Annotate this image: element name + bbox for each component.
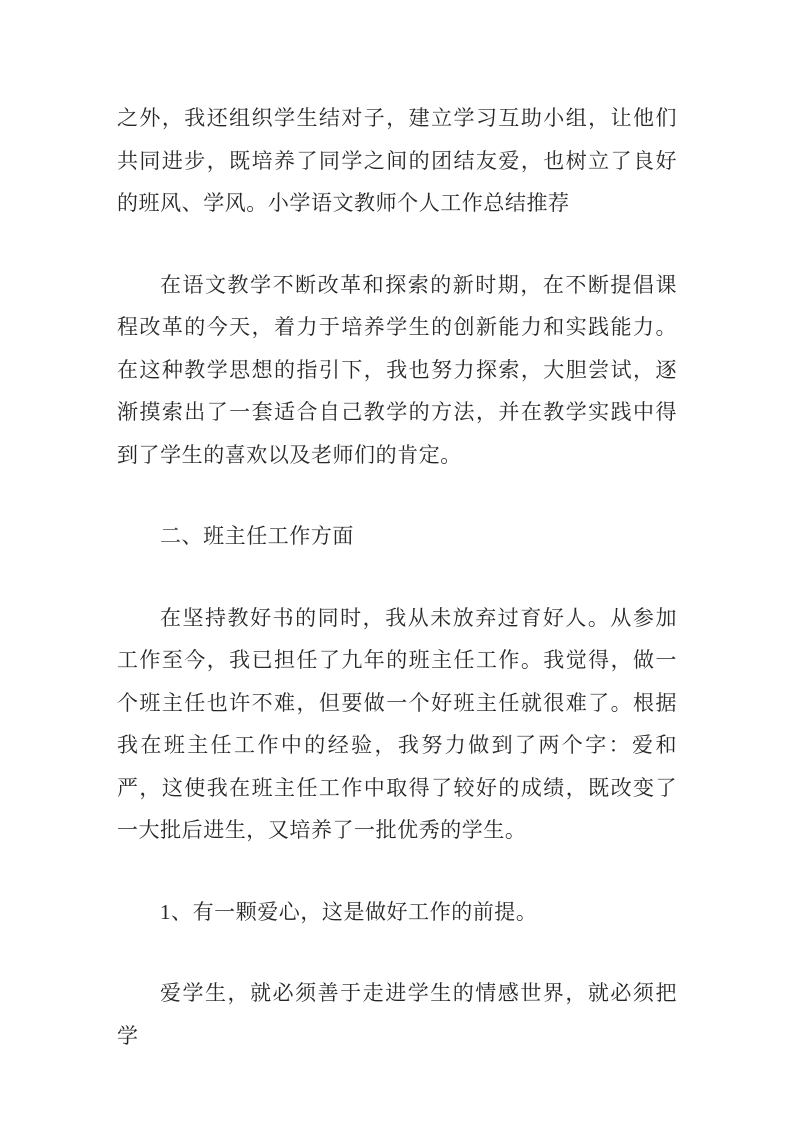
paragraph: 在语文教学不断改革和探索的新时期，在不断提倡课程改革的今天，着力于培养学生的创新能力和实践能力。在这种教学思想的指引下，我也努力探索，大胆尝试，逐渐摸索出了一套适合自己教学的方法，并在教学实践中得到了学生的喜欢以及老师们的肯定。 [117,272,677,467]
paragraph: 在坚持教好书的同时，我从未放弃过育好人。从参加工作至今，我已担任了九年的班主任工作。我觉得，做一个班主任也许不难，但要做一个好班主任就很难了。根据我在班主任工作中的经验，我努力做到了两个字：爱和严，这使我在班主任工作中取得了较好的成绩，既改变了一大批后进生，又培养了一批优秀的学生。 [117,605,677,842]
document-content [117,97,677,1096]
paragraph: 爱学生，就必须善于走进学生的情感世界，就必须把学 [117,981,677,1048]
numbered-subheading: 1、有一颗爱心，这是做好工作的前提。 [160,899,538,924]
section-heading: 二、班主任工作方面 [160,524,354,548]
paragraph: 之外，我还组织学生结对子，建立学习互助小组，让他们共同进步，既培养了同学之间的团结友爱，也树立了良好的班风、学风。小学语文教师个人工作总结推荐 [117,106,677,215]
